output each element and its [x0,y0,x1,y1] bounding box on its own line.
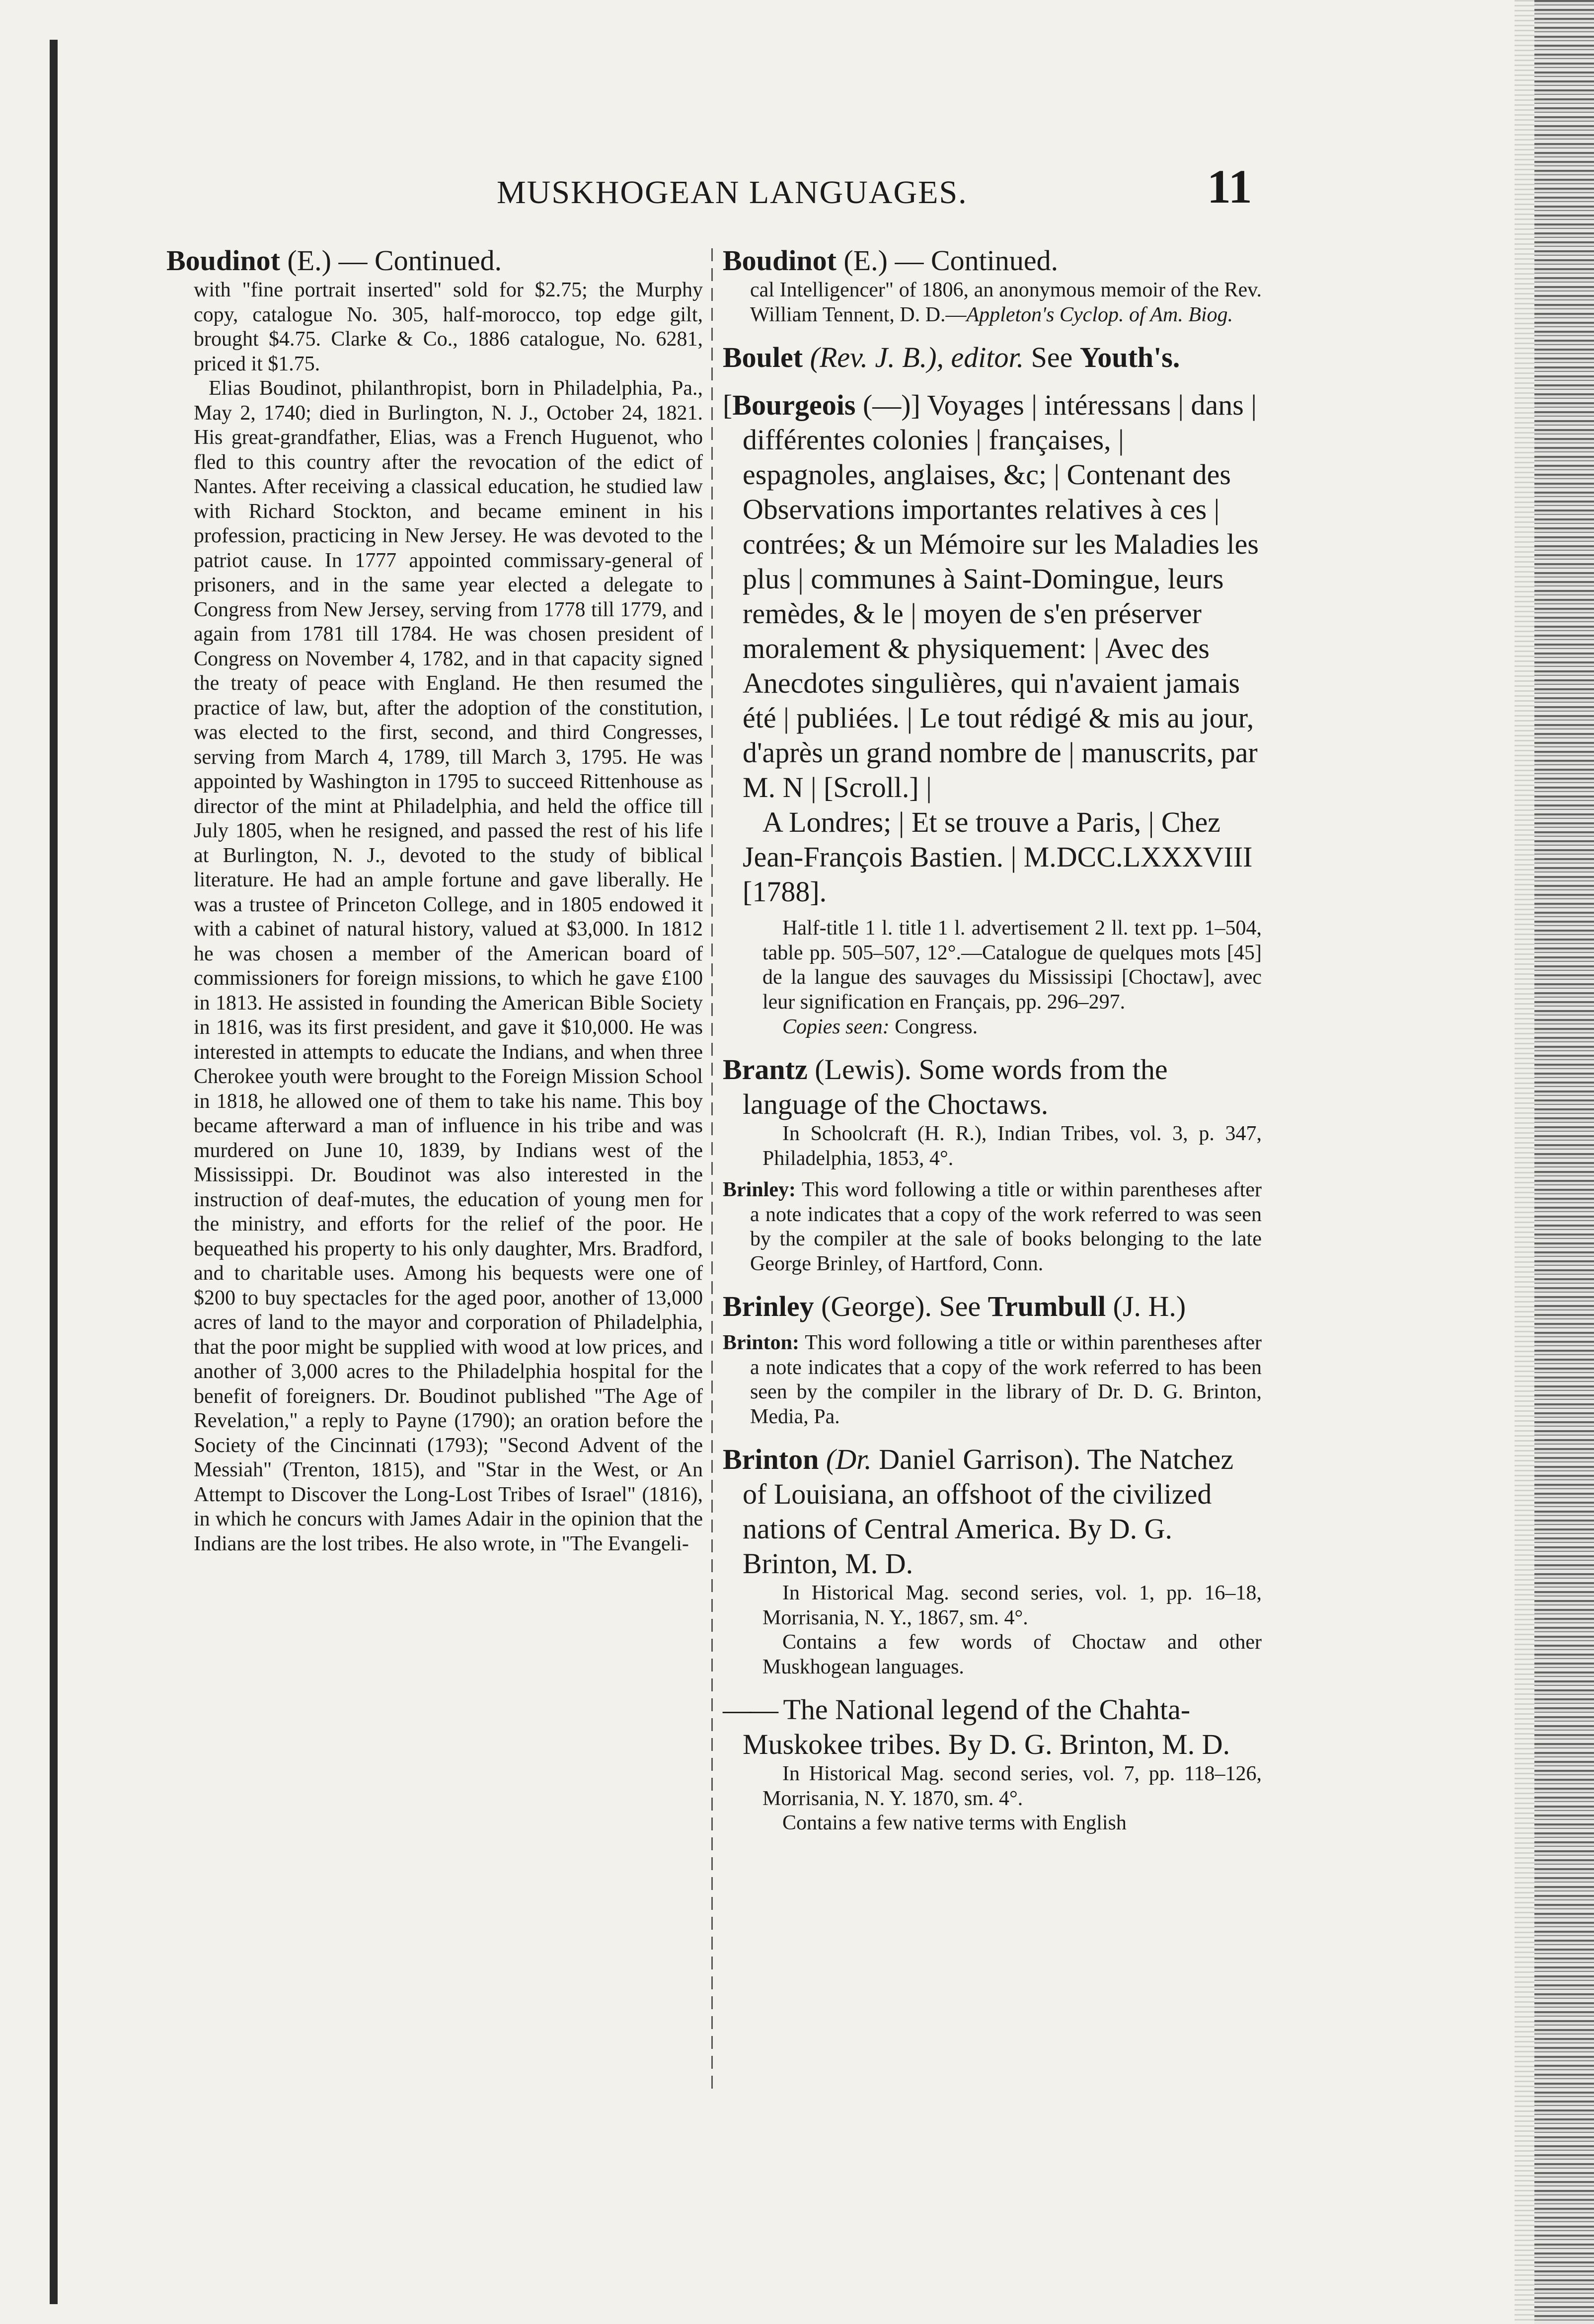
entry-title-prefix: (Dr. [826,1443,872,1475]
entry-title: (Lewis). Some words from the language of the Choctaws. [743,1053,1168,1120]
entry-heading-boudinot-continued [166,243,703,278]
entry-role: (Rev. J. B.), editor. [810,341,1024,373]
page-edge-right [1534,0,1594,2324]
ditto-dash: —— [723,1693,776,1726]
brinley-note [723,1178,1262,1276]
entry-name: Boudinot [166,244,280,277]
page-edge-right-shadow [1515,0,1534,2324]
page-number: 11 [1207,160,1252,213]
column-rule [711,248,713,2096]
national-contains: Contains a few native terms with English [782,1812,1127,1834]
bourgeois-imprint: A Londres; | Et se trouve a Paris, | Chez Jean-François Bastien. | M.DCC.LXXXVIII [1788]. [743,806,1253,908]
entry-brantz [723,1052,1262,1122]
brinton-in: In Historical Mag. second series, vol. 1, pp. 16–18, Morrisania, N. Y., 1867, sm. 4°. [762,1582,1262,1629]
page-header [0,159,1594,218]
right-column [723,243,1262,1836]
entry-name: Brantz [723,1053,808,1086]
entry-initial: (E.) [843,244,888,277]
copies-value: Congress. [889,1016,978,1038]
entry-continued: — Continued. [887,244,1059,277]
entry-brinton [723,1442,1262,1581]
running-title: MUSKHOGEAN LANGUAGES. [497,174,968,211]
page-edge-left [50,40,58,2304]
brantz-in: In Schoolcraft (H. R.), Indian Tribes, vol. 3, p. 347, Philadelphia, 1853, 4°. [762,1122,1262,1170]
national-in: In Historical Mag. second series, vol. 7, pp. 118–126, Morrisania, N. Y. 1870, sm. 4°. [762,1762,1262,1810]
cross-reference: Youth's. [1079,341,1180,373]
bracket: [ [723,389,733,421]
left-column [166,243,703,1556]
cross-reference-rest: (J. H.) [1106,1290,1186,1322]
brinton-note [723,1331,1262,1429]
entry-title: Daniel Garrison). The Natchez of Louisiana, an offshoot of the civilized nations of Central America. By D. G. Brinton, M. D. [743,1443,1234,1580]
note-text: This word following a title or within parentheses after a note indicates that a copy of the work referred to was seen by the compiler at the sale of books belonging to the late George Brinley, of Hartford, Conn. [750,1178,1262,1275]
continuation-text: cal Intelligencer" of 1806, an anonymous memoir of the Rev. William Tennent, D. D.— [750,279,1262,326]
copies-label: Copies seen: [782,1016,890,1038]
sale-note: with "fine portrait inserted" sold for $2.75; the Murphy copy, catalogue No. 305, half-morocco, top edge gilt, brought $4.75. Clarke & Co., 1886 catalogue, No. 6281, priced it $1.75. [194,279,703,375]
biography-paragraph: Elias Boudinot, philanthropist, born in Philadelphia, Pa., May 2, 1740; died in Burlington, N. J., October 24, 1821. His great-grandfather, Elias, was a French Huguenot, who fled to this country after the revocation of the edict of Nantes. After receiving a classical education, he studied law with Richard Stockton, and became eminent in his profession, practicing in New Jersey. He was devoted to the patriot cause. In 1777 appointed commissary-general of prisoners, and in the same year elected a delegate to Congress from New Jersey, serving from 1778 till 1779, and again from 1781 till 1784. He was chosen president of Congress on November 4, 1782, and in that capacity signed the treaty of peace with England. He then resumed the practice of law, but, after the adoption of the constitution, was elected to the first, second, and third Congresses, serving from March 4, 1789, till March 3, 1795. He was appointed by Washington in 1795 to succeed Rittenhouse as director of the mint at Philadelphia, and held the office till July 1805, when he resigned, and passed the rest of his life at Burlington, N. J., devoted to the study of biblical literature. He had an ample fortune and gave liberally. He was a trustee of Princeton College, and in 1805 endowed it with a cabinet of natural history, valued at $3,000. In 1812 he was chosen a member of the American board of commissioners for foreign missions, to which he gave £100 in 1813. He assisted in founding the American Bible Society in 1816, was its first president, and gave it $10,000. He was interested in attempts to educate the Indians, and when three Cherokee youth were brought to the Foreign Mission School in 1818, he allowed one of them to take his name. This boy became afterward a man of influence in his tribe and was murdered on June 10, 1839, by Indians west of the Mississippi. Dr. Boudinot was also interested in the instruction of deaf-mutes, the education of young men for the ministry, and efforts for the relief of the poor. He bequeathed his property to his only daughter, Mrs. Bradford, and to charitable uses. Among his bequests were one of $200 to buy spectacles for the aged poor, another of 13,000 acres of land to the mayor and corporation of Philadelphia, that the poor might be supplied with wood at low prices, and another of 3,000 acres to the Philadelphia hospital for the benefit of foreigners. Dr. Boudinot published "The Age of Revelation," a reply to Payne (1790); an oration before the Society of the Cincinnati (1793); "Second Advent of the Messiah" (Trenton, 1815), and "Star in the West, or An Attempt to Discover the Long-Lost Tribes of Israel" (1816), in which he concurs with James Adair in the opinion that the Indians are the lost tribes. He also wrote, in "The Evangeli- [194,377,703,1555]
entry-title: (—)] Voyages | intéressans | dans | différentes colonies | françaises, | espagnoles, anglaises, &c; | Contenant des Observations importantes relatives à ces | contrées; & un Mémoire sur les Maladies les plus | communes à Saint-Domingue, leurs remèdes, & le | moyen de s'en préserver moralement & physiquement: | Avec des Anecdotes singulières, qui n'avaient jamais été | publiées. | Le tout rédigé & mis au jour, d'après un grand nombre de | manuscrits, par M. N | [Scroll.] | [743,389,1259,803]
entry-initial: (E.) [287,244,331,277]
entry-name: Bourgeois [732,389,856,421]
bourgeois-collation: Half-title 1 l. title 1 l. advertisement 2 ll. text pp. 1–504, table pp. 505–507, 12°.—Catalogue de quelques mots [45] de la langue des sauvages du Mississipi [Choctaw], avec leur signification en Français, pp. 296–297. [762,917,1262,1014]
entry-brinley [723,1289,1262,1324]
entry-name: Brinton [723,1443,819,1475]
entry-name: Brinley [723,1290,814,1322]
note-term: Brinley: [723,1178,796,1201]
entry-bourgeois [723,388,1262,805]
continuation-source: Appleton's Cyclop. of Am. Biog. [966,303,1233,326]
note-text: This word following a title or within parentheses after a note indicates that a copy of the work referred to has been seen by the compiler in the library of Dr. D. G. Brinton, Media, Pa. [750,1331,1262,1428]
cross-reference: Trumbull [987,1290,1106,1322]
see-label: See [1031,341,1073,373]
bourgeois-copies-seen [723,1015,1262,1039]
entry-rest: (George). See [814,1290,981,1322]
entry-title: The National legend of the Chahta-Muskokee tribes. By D. G. Brinton, M. D. [743,1693,1230,1760]
note-term: Brinton: [723,1331,800,1354]
entry-continued: — Continued. [331,244,502,277]
entry-name: Boudinot [723,244,836,277]
entry-national-legend [723,1692,1262,1762]
entry-heading-boudinot-continued-right [723,243,1262,278]
boudinot-continuation [723,278,1262,327]
entry-name: Boulet [723,341,803,373]
brinton-contains: Contains a few words of Choctaw and other Muskhogean languages. [762,1631,1262,1678]
entry-boulet [723,340,1262,375]
